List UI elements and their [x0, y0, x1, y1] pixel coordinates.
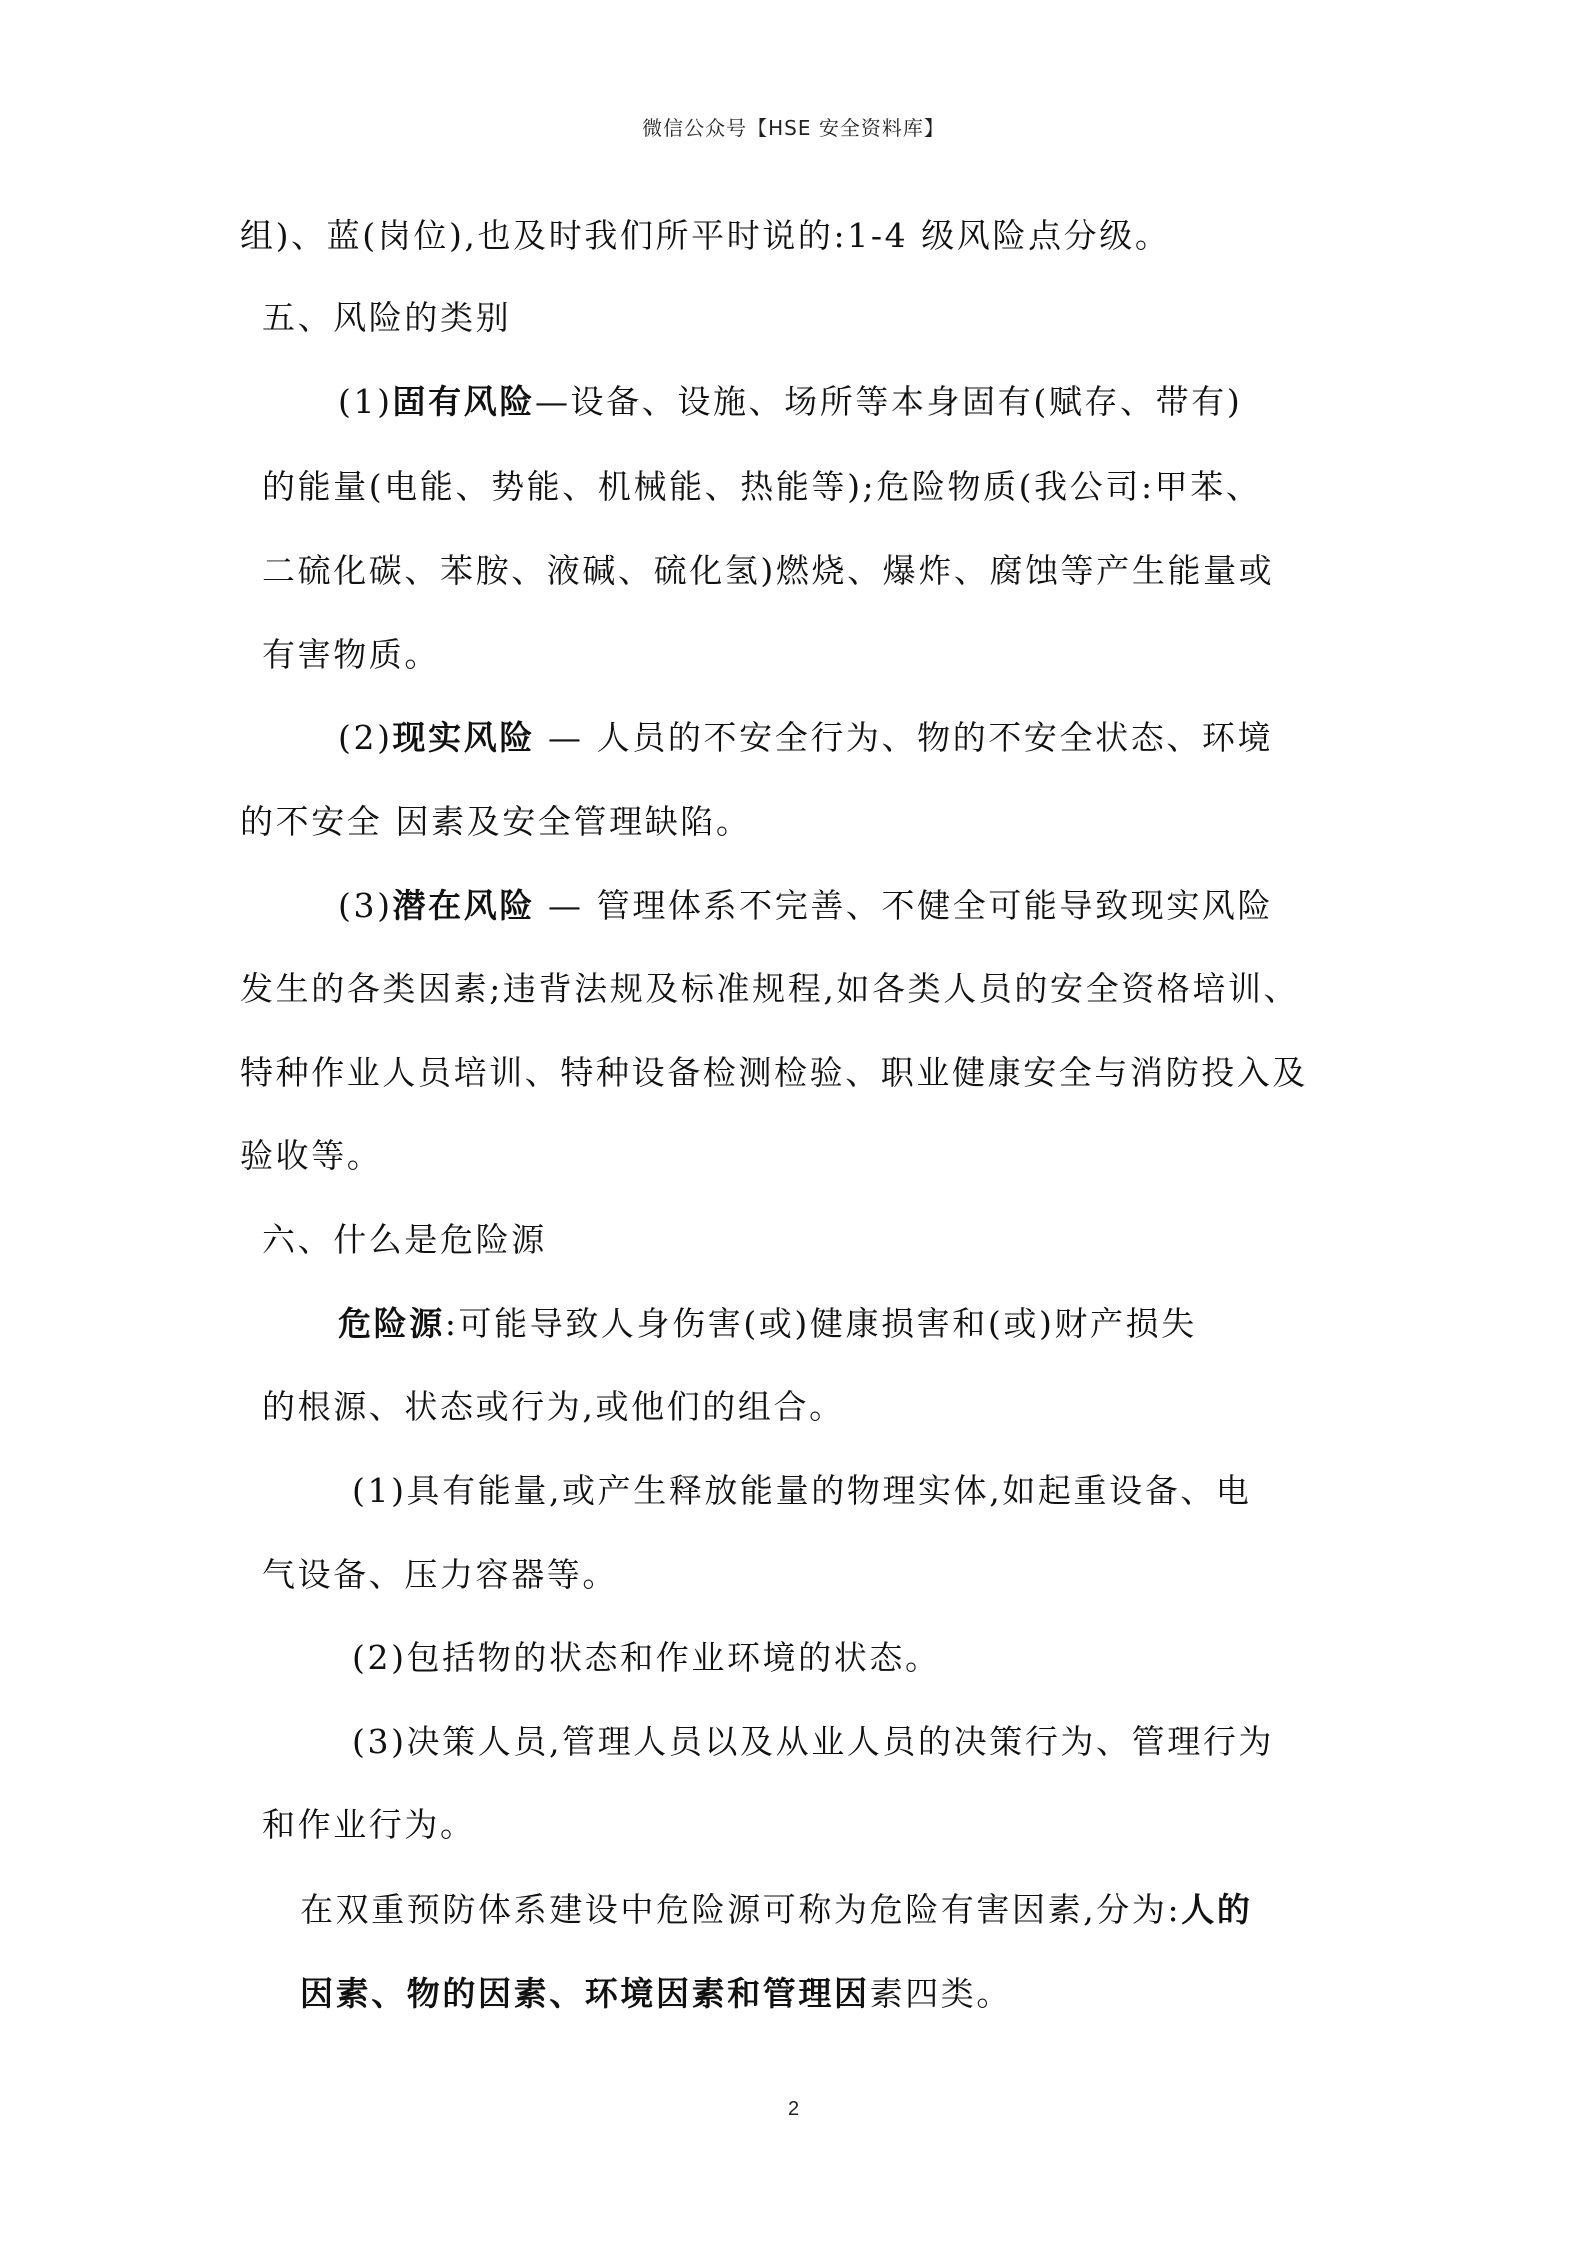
- section-heading-hazard-source: 六、什么是危险源: [262, 1220, 547, 1259]
- paragraph-line: [300, 1972, 1012, 2016]
- paragraph-line: 特种作业人员培训、特种设备检测检验、职业健康安全与消防投入及: [240, 1053, 1308, 1092]
- term-potential-risk: 潜在风险: [392, 886, 535, 925]
- paragraph-line: [338, 380, 1242, 424]
- paragraph-line: 的能量(电能、势能、机械能、热能等);危险物质(我公司:甲苯、: [262, 467, 1262, 506]
- page-number: 2: [787, 2098, 800, 2120]
- item-number: (1): [338, 382, 393, 421]
- emphasis-run: 人的: [1181, 1890, 1253, 1929]
- paragraph-line: 发生的各类因素;违背法规及标准规程,如各类人员的安全资格培训、: [240, 969, 1300, 1008]
- page-header: 微信公众号【HSE 安全资料库】: [642, 116, 945, 140]
- text-run: 在双重预防体系建设中危险源可称为危险有害因素,分为:: [300, 1890, 1182, 1929]
- item-number: (2): [338, 718, 393, 757]
- item-number: (3): [338, 886, 393, 925]
- paragraph-line: (3)决策人员,管理人员以及从业人员的决策行为、管理行为: [352, 1722, 1275, 1761]
- term-definition: :可能导致人身伤害(或)健康损害和(或)财产损失: [444, 1304, 1197, 1343]
- term-inherent-risk: 固有风险: [392, 382, 535, 421]
- paragraph-line: (2)包括物的状态和作业环境的状态。: [352, 1638, 941, 1677]
- paragraph-line: 有害物质。: [262, 635, 440, 674]
- section-heading-risk-categories: 五、风险的类别: [262, 298, 512, 337]
- paragraph-line: [338, 716, 1273, 760]
- paragraph-line: [300, 1888, 1252, 1932]
- term-definition: — 人员的不安全行为、物的不安全状态、环境: [534, 718, 1274, 757]
- paragraph-line: 气设备、压力容器等。: [262, 1555, 618, 1594]
- paragraph-line: 组)、蓝(岗位),也及时我们所平时说的:1-4 级风险点分级。: [240, 216, 1171, 255]
- emphasis-run: 因素、物的因素、环境因素和管理因: [300, 1974, 870, 2013]
- term-hazard-source: 危险源: [338, 1304, 445, 1343]
- paragraph-line: 和作业行为。: [262, 1805, 476, 1844]
- paragraph-line: (1)具有能量,或产生释放能量的物理实体,如起重设备、电: [352, 1471, 1252, 1510]
- paragraph-line: 的不安全 因素及安全管理缺陷。: [240, 802, 752, 841]
- paragraph-line: 的根源、状态或行为,或他们的组合。: [262, 1387, 845, 1426]
- paragraph-line: [338, 1302, 1197, 1346]
- text-run: 素四类。: [869, 1974, 1013, 2013]
- term-definition: — 管理体系不完善、不健全可能导致现实风险: [534, 886, 1274, 925]
- paragraph-line: [338, 884, 1273, 928]
- term-definition: —设备、设施、场所等本身固有(赋存、带有): [534, 382, 1243, 421]
- term-real-risk: 现实风险: [392, 718, 535, 757]
- paragraph-line: 验收等。: [240, 1136, 383, 1175]
- paragraph-line: 二硫化碳、苯胺、液碱、硫化氢)燃烧、爆炸、腐蚀等产生能量或: [262, 551, 1275, 590]
